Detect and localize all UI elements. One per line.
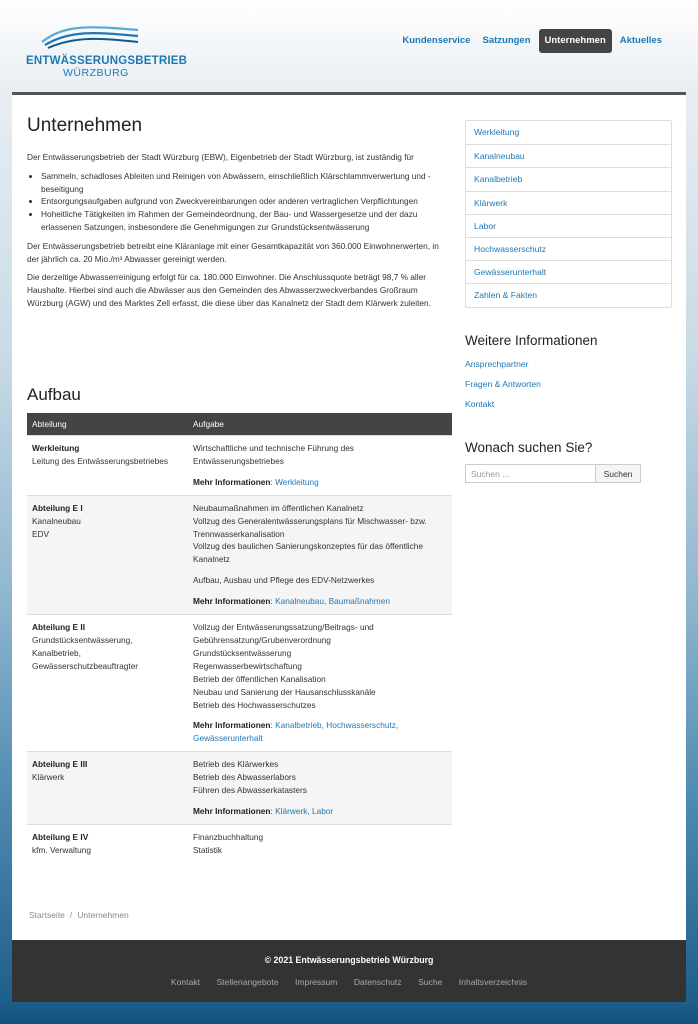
link-ansprechpartner[interactable]: Ansprechpartner — [465, 359, 529, 369]
list-item: • Entsorgungsaufgaben aufgrund von Zweckvereinbarungen oder anderen vertraglichen Verpflichtungen — [41, 195, 451, 208]
section-title-aufbau: Aufbau — [27, 385, 81, 404]
logo-text-line2: WÜRZBURG — [63, 67, 129, 79]
sidebar-item-hochwasserschutz[interactable]: Hochwasserschutz — [466, 237, 671, 260]
nav-unternehmen[interactable]: Unternehmen — [539, 29, 612, 53]
task-cell — [188, 615, 452, 752]
footer-link-impressum[interactable]: Impressum — [294, 977, 338, 987]
nav-kundenservice[interactable]: Kundenservice — [402, 35, 471, 46]
breadcrumb-separator: / — [69, 910, 73, 920]
task-line: Betrieb des Abwasserlabors — [193, 772, 296, 783]
list-item: • Hoheitliche Tätigkeiten im Rahmen der Gemeindeordnung, der Bau- und Wassergesetze und der dazu erlassenen Satzungen, insbesondere die Genehmigungen zur Grundstücksentwässerung — [41, 208, 451, 234]
search-button[interactable]: Suchen — [596, 464, 641, 483]
task-line: Finanzbuchhaltung — [193, 831, 264, 842]
task-line: Vollzug des Generalentwässerungsplans für Mischwasser- bzw. Trennwasserkanalisation — [193, 515, 427, 539]
footer-links — [12, 977, 686, 987]
task-cell — [188, 436, 452, 496]
task-line: Betrieb des Hochwasserschutzes — [193, 699, 316, 710]
footer-link-stellenangebote[interactable]: Stellenangebote — [216, 977, 279, 987]
task-line: Vollzug der Entwässerungssatzung/Beitrags- und Gebührensatzung/Grubenverordnung — [193, 622, 374, 645]
task-cell — [188, 824, 452, 862]
population-paragraph: Die derzeitige Abwasserreinigung erfolgt für ca. 180.000 Einwohner. Die Anschlussquote beträgt 98,7 % aller Haushalte. Hierbei sind auch die Abwässer aus den Gemeinden des Abwasserzweckverbandes Großraum Würzburg (AGW) und des Marktes Zell erfasst, die diese über das Kanalnetz der Stadt dem Klärwerk zuleiten. — [27, 272, 431, 308]
page-title: Unternehmen — [27, 115, 143, 136]
dept-cell — [27, 824, 188, 862]
search-input[interactable] — [465, 464, 596, 483]
task-line: Betrieb des Klärwerkes — [193, 759, 279, 770]
more-info: Mehr Informationen: Werkleitung — [193, 476, 319, 487]
more-info: Mehr Informationen: Klärwerk, Labor — [193, 805, 334, 816]
sidebar-item-klaerwerk[interactable]: Klärwerk — [466, 191, 671, 214]
dept-sub: kfm. Verwaltung — [32, 844, 92, 855]
breadcrumb-current: Unternehmen — [77, 910, 129, 920]
list-item: • Sammeln, schadloses Ableiten und Reinigen von Abwässern, einschließlich Klärschlammverwertung und -beseitigung — [41, 170, 451, 196]
dept-sub: Kanalneubau — [32, 515, 81, 526]
dept-sub: Klärwerk — [32, 772, 65, 783]
more-info-label: Mehr Informationen — [193, 720, 271, 731]
more-info: Mehr Informationen: Kanalbetrieb, Hochwasserschutz, Gewässerunterhalt — [193, 720, 399, 744]
sidebar-item-gewaesserunterhalt[interactable]: Gewässerunterhalt — [466, 260, 671, 283]
breadcrumb — [29, 910, 129, 920]
dept-name: Abteilung E IV — [32, 831, 89, 842]
organization-table — [27, 413, 452, 863]
footer-link-inhaltsverzeichnis[interactable]: Inhaltsverzeichnis — [458, 977, 528, 987]
dept-name: Werkleitung — [32, 443, 80, 453]
site-logo[interactable] — [26, 20, 188, 80]
info-links — [465, 357, 541, 417]
dept-name: Abteilung E II — [32, 622, 86, 633]
task-line: Führen des Abwasserkatasters — [193, 785, 307, 796]
more-info-link[interactable]: Klärwerk, Labor — [275, 805, 334, 816]
site-footer — [12, 940, 686, 1002]
task-cell — [188, 495, 452, 614]
task-line: Neubau und Sanierung der Hausanschlusskanäle — [193, 686, 376, 697]
intro-paragraph: Der Entwässerungsbetrieb der Stadt Würzburg (EBW), Eigenbetrieb der Stadt Würzburg, ist zuständig für — [27, 152, 414, 162]
table-header-row — [27, 413, 452, 436]
footer-link-kontakt[interactable]: Kontakt — [170, 977, 201, 987]
dept-name: Abteilung E I — [32, 502, 83, 513]
content-container — [12, 92, 686, 940]
site-header — [0, 0, 698, 92]
sidebar-item-zahlen-fakten[interactable]: Zahlen & Fakten — [466, 283, 671, 306]
task-line: Aufbau, Ausbau und Pflege des EDV-Netzwerkes — [193, 575, 375, 586]
task-line: Wirtschaftliche und technische Führung des Entwässerungsbetriebes — [193, 443, 354, 466]
task-line: Statistik — [193, 844, 223, 855]
responsibility-list — [41, 170, 451, 234]
task-line: Neubaumaßnahmen im öffentlichen Kanalnetz — [193, 502, 364, 513]
table-row — [27, 615, 452, 752]
copyright-text: © 2021 Entwässerungsbetrieb Würzburg — [264, 955, 434, 965]
link-fragen-antworten[interactable]: Fragen & Antworten — [465, 379, 541, 389]
sidebar-item-labor[interactable]: Labor — [466, 214, 671, 237]
more-info-link[interactable]: Kanalbetrieb, Hochwasserschutz, Gewässerunterhalt — [193, 720, 399, 744]
nav-satzungen[interactable]: Satzungen — [482, 35, 531, 46]
table-row — [27, 824, 452, 862]
dept-cell — [27, 615, 188, 752]
logo-text-line1: ENTWÄSSERUNGSBETRIEB — [26, 55, 188, 67]
more-info-label: Mehr Informationen — [193, 805, 271, 816]
dept-cell — [27, 495, 188, 614]
column-header-aufgabe: Aufgabe — [188, 413, 452, 436]
footer-link-suche[interactable]: Suche — [418, 977, 443, 987]
column-header-abteilung: Abteilung — [27, 413, 188, 436]
more-info-label: Mehr Informationen — [193, 596, 271, 607]
sidebar-item-werkleitung[interactable]: Werkleitung — [474, 127, 520, 137]
capacity-paragraph: Der Entwässerungsbetrieb betreibt eine Kläranlage mit einer Gesamtkapazität von 360.000 Einwohnerwerten, in der jährlich ca. 20 Mio./m³ Abwasser gereinigt werden. — [27, 240, 439, 264]
task-line: Grundstücksentwässerung — [193, 647, 292, 658]
sidebar-item-kanalbetrieb[interactable]: Kanalbetrieb — [466, 167, 671, 190]
info-heading: Weitere Informationen — [465, 333, 598, 348]
footer-link-datenschutz[interactable]: Datenschutz — [353, 977, 402, 987]
table-row — [27, 436, 452, 496]
more-info-label: Mehr Informationen — [193, 476, 271, 487]
nav-aktuelles[interactable]: Aktuelles — [619, 35, 662, 46]
dept-sub: Grundstücksentwässerung, Kanalbetrieb, Gewässerschutzbeauftragter — [32, 634, 139, 671]
table-row — [27, 752, 452, 825]
intro-text — [27, 151, 451, 316]
dept-sub: EDV — [32, 528, 50, 539]
task-line: Betrieb der öffentlichen Kanalisation — [193, 673, 326, 684]
sidebar-nav — [465, 120, 672, 308]
sidebar-item-kanalneubau[interactable]: Kanalneubau — [466, 144, 671, 167]
table-row — [27, 495, 452, 614]
dept-name: Abteilung E III — [32, 759, 88, 770]
link-kontakt[interactable]: Kontakt — [465, 399, 495, 409]
dept-cell — [27, 752, 188, 825]
search-form — [465, 464, 641, 483]
breadcrumb-home[interactable]: Startseite — [29, 910, 65, 920]
more-info-link[interactable]: Kanalneubau, Baumaßnahmen — [275, 596, 390, 607]
main-navigation — [396, 29, 668, 53]
more-info: Mehr Informationen: Kanalneubau, Baumaßnahmen — [193, 596, 390, 607]
task-cell — [188, 752, 452, 825]
task-line: Regenwasserbewirtschaftung — [193, 660, 302, 671]
more-info-link[interactable]: Werkleitung — [275, 476, 319, 487]
waves-logo-icon — [40, 20, 140, 50]
dept-cell — [27, 436, 188, 496]
task-line: Vollzug des baulichen Sanierungskonzeptes für das öffentliche Kanalnetz — [193, 541, 424, 565]
search-heading: Wonach suchen Sie? — [465, 440, 593, 455]
dept-sub: Leitung des Entwässerungsbetriebes — [32, 455, 169, 466]
